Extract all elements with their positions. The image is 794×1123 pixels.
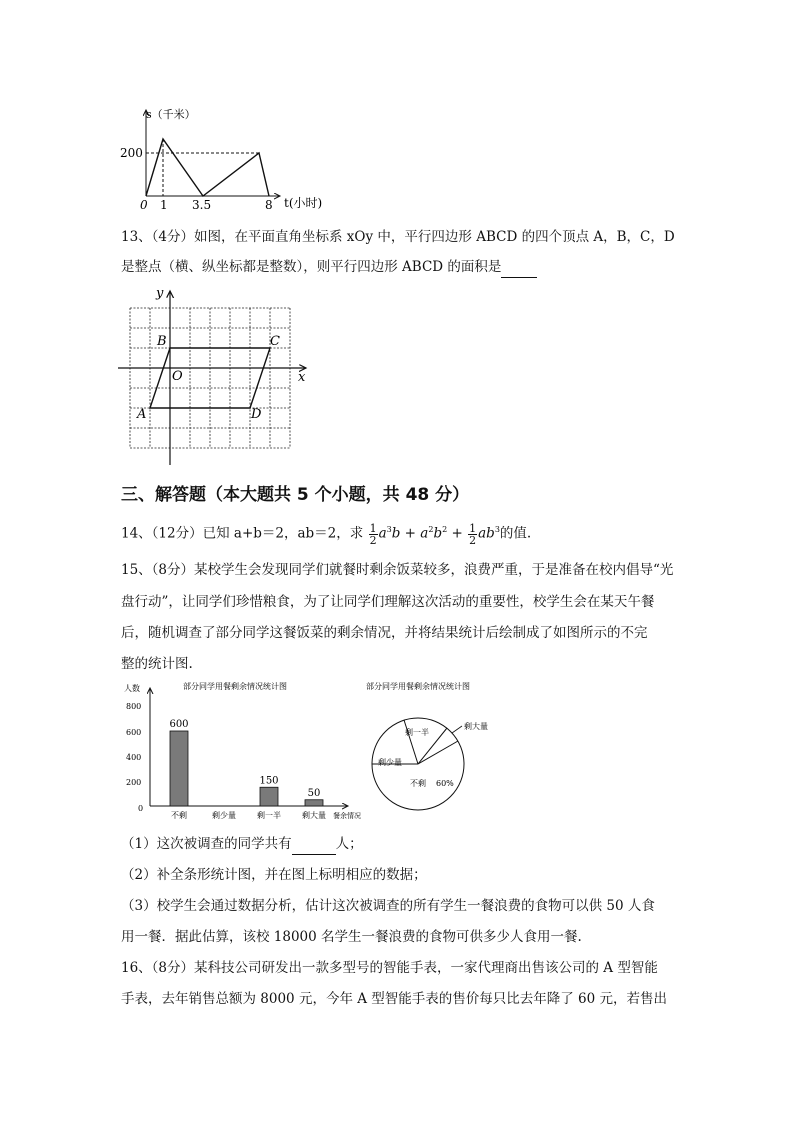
bar-y-tick: 800 [126, 702, 142, 711]
q15-sub1-suffix: 人； [335, 836, 363, 852]
bar-chart-title: 部分同学用餐剩余情况统计图 [183, 682, 287, 691]
bar-y-tick: 200 [126, 778, 142, 787]
label-d: D [251, 407, 262, 422]
bar-剩大量 [305, 800, 323, 806]
label-a: A [137, 407, 147, 422]
q13-line1: 13、（4分）如图，在平面直角坐标系 xOy 中，平行四边形 ABCD 的四个顶点 A，B，C，D [121, 229, 675, 245]
q15-sub2: （2）补全条形统计图，并在图上标明相应的数据； [121, 867, 427, 883]
q14: 14、（12分）已知 a+b＝2，ab＝2，求 $\frac{1}{2}$ $a^3b + a^2b^2$ + $\frac{1}{2}$ $ab^3$的值. [121, 521, 532, 547]
q15-sub1 [121, 834, 363, 855]
q15-sub3-line2: 用一餐．据此估算，该校 18000 名学生一餐浪费的食物可供多少人食用一餐. [121, 929, 582, 945]
q14-frac-2: $\frac{1}{2}$ [469, 521, 477, 547]
bar-y-tick: 400 [126, 753, 142, 762]
bar-y-title: 人数 [124, 684, 140, 693]
q15-line2: 盘行动”，让同学们珍惜粮食，为了让同学们理解这次活动的重要性，校学生会在某天午餐 [121, 594, 655, 610]
grid-lines [130, 308, 290, 448]
pie-label-daliang: 剩大量 [464, 722, 488, 731]
q13-line2 [121, 257, 537, 278]
q13-line2-text: 是整点（横、纵坐标都是整数），则平行四边形 ABCD 的面积是 [121, 259, 502, 275]
label-x: x [298, 370, 306, 385]
parallelogram-grid [118, 283, 314, 468]
q15-sub3-line1: （3）校学生会通过数据分析，估计这次被调查的所有学生一餐浪费的食物可以供 50 人食 [121, 898, 655, 914]
pie-label-yiban: 剩一半 [405, 728, 429, 737]
x-tick-8: 8 [265, 198, 273, 212]
label-c: C [270, 334, 280, 349]
bar-不剩 [170, 731, 188, 806]
bar-value-label: 50 [307, 787, 321, 799]
q16-line2: 手表，去年销售总额为 8000 元，今年 A 型智能手表的售价每只比去年降了 60 元，若售出 [121, 991, 668, 1007]
q14-suffix: 的值. [499, 525, 532, 542]
pie-label-shaoliang: 剩少量 [378, 758, 402, 767]
q15-line1: 15、（8分）某校学生会发现同学们就餐时剩余饭菜较多，浪费严重，于是准备在校内倡导“光 [121, 562, 674, 578]
q15-line3: 后，随机调查了部分同学这餐饭菜的剩余情况，并将结果统计后绘制成了如图所示的不完 [121, 625, 648, 641]
q14-prefix: 14、（12分）已知 a+b＝2，ab＝2，求 [121, 525, 364, 542]
bar-x-title: 餐余情况 [333, 812, 361, 820]
x-tick-3.5: 3.5 [192, 198, 212, 212]
bar-value-label: 150 [259, 775, 279, 787]
x-label: t(小时) [284, 196, 323, 210]
bar-value-label: 600 [169, 719, 189, 730]
q15-line4: 整的统计图. [121, 656, 193, 672]
x-tick-1: 1 [160, 198, 168, 212]
bar-剩一半 [260, 787, 278, 806]
label-y: y [156, 286, 164, 301]
graph-polyline [146, 139, 269, 196]
s-label: s（千米） [146, 108, 196, 121]
q16-line1: 16、（8分）某科技公司研发出一款多型号的智能手表，一家代理商出售该公司的 A 型智能 [121, 960, 658, 976]
pie-label-60: 60% [436, 779, 454, 788]
distance-time-graph [120, 104, 345, 216]
pie-chart [368, 678, 518, 823]
bar-category-label: 剩少量 [212, 811, 236, 820]
bar-category-label: 剩大量 [302, 811, 326, 820]
q14-frac-1: $\frac{1}{2}$ [369, 521, 377, 547]
bar-y-tick: 0 [138, 804, 144, 813]
label-b: B [157, 334, 167, 349]
bar-category-label: 不剩 [171, 811, 187, 820]
y-tick-200: 200 [120, 146, 143, 160]
label-o: O [172, 369, 183, 384]
q15-sub1-text: （1）这次被调查的同学共有 [121, 836, 292, 852]
bar-category-label: 剩一半 [257, 811, 281, 820]
x-tick-0: 0 [140, 198, 148, 212]
pie-leader [452, 726, 462, 733]
q13-answer-blank[interactable] [501, 257, 537, 278]
pie-chart-title: 部分同学用餐剩余情况统计图 [366, 682, 470, 691]
bar-chart [118, 678, 368, 823]
bar-y-tick: 600 [126, 728, 142, 737]
pie-label-buyi: 不剩 [410, 779, 426, 788]
section-heading: 三、解答题（本大题共 5 个小题，共 48 分） [121, 485, 470, 505]
q15-sub1-blank[interactable] [292, 834, 336, 855]
